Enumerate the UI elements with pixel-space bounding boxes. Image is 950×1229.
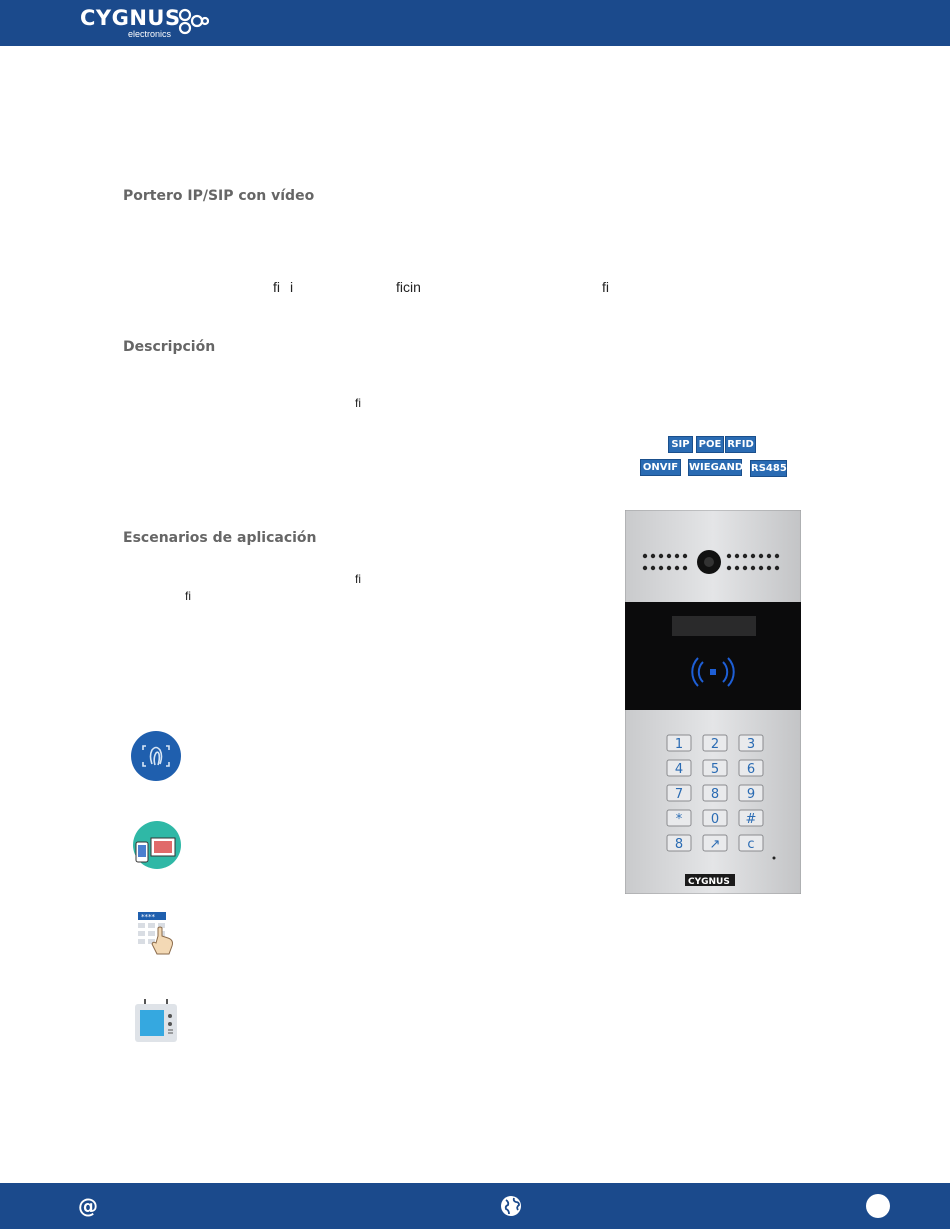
cygnus-logo xyxy=(80,6,220,42)
logo-text: CYGNUS xyxy=(80,6,181,30)
keypad-key xyxy=(667,760,691,777)
svg-text:7: 7 xyxy=(674,787,684,802)
video-call-icon xyxy=(130,820,182,870)
badge-sip: SIP xyxy=(668,436,693,453)
svg-text:8: 8 xyxy=(674,837,684,852)
logo-subtitle: electronics xyxy=(128,29,172,39)
page-footer xyxy=(0,1183,950,1229)
svg-text:c: c xyxy=(747,837,755,852)
svg-text:#: # xyxy=(745,812,757,827)
svg-text:4: 4 xyxy=(674,762,684,777)
intercom-device-image xyxy=(625,510,801,894)
keypad-key xyxy=(739,810,763,827)
cygnus-knot-icon xyxy=(177,7,209,37)
page-number-badge xyxy=(866,1194,890,1218)
text-fragment: ﬁ xyxy=(602,279,609,295)
keypad-key xyxy=(667,785,691,802)
keypad-key xyxy=(739,785,763,802)
keypad-key xyxy=(667,810,691,827)
globe-icon xyxy=(500,1195,522,1217)
fingerprint-icon xyxy=(130,730,182,782)
keypad-key xyxy=(667,835,691,852)
page-header xyxy=(0,0,950,46)
section-title-description: Descripción xyxy=(123,339,216,355)
text-fragment: ﬁ xyxy=(273,279,280,295)
keypad-touch-icon xyxy=(136,908,180,956)
keypad-key xyxy=(703,785,727,802)
device-brand: CYGNUS xyxy=(688,877,730,887)
svg-text:1: 1 xyxy=(674,737,684,752)
svg-text:↗: ↗ xyxy=(709,837,721,852)
section-title-product: Portero IP/SIP con vídeo xyxy=(123,188,315,204)
svg-text:*: * xyxy=(675,812,683,827)
text-fragment: ficin xyxy=(396,279,421,295)
svg-text:****: **** xyxy=(141,913,155,921)
keypad-key xyxy=(739,735,763,752)
badge-onvif: ONVIF xyxy=(640,459,681,476)
keypad-key xyxy=(703,735,727,752)
svg-text:9: 9 xyxy=(746,787,756,802)
svg-text:2: 2 xyxy=(710,737,720,752)
keypad-key xyxy=(667,735,691,752)
text-fragment: ﬁ xyxy=(355,572,361,586)
keypad-key xyxy=(703,835,727,852)
keypad-key xyxy=(703,810,727,827)
keypad-key xyxy=(739,760,763,777)
svg-text:3: 3 xyxy=(746,737,756,752)
badge-poe: POE xyxy=(696,436,724,453)
keypad-key xyxy=(739,835,763,852)
text-fragment: ﬁ xyxy=(355,396,361,410)
email-icon: @ xyxy=(78,1194,98,1218)
svg-text:0: 0 xyxy=(710,812,720,827)
svg-text:5: 5 xyxy=(710,762,720,777)
badge-rs485: RS485 xyxy=(750,460,787,477)
section-title-scenarios: Escenarios de aplicación xyxy=(123,530,317,546)
svg-text:6: 6 xyxy=(746,762,756,777)
text-fragment: i xyxy=(290,279,294,295)
svg-text:8: 8 xyxy=(710,787,720,802)
badge-rfid: RFID xyxy=(725,436,756,453)
text-fragment: ﬁ xyxy=(185,589,191,603)
badge-wiegand: WIEGAND xyxy=(688,459,742,476)
keypad-key xyxy=(703,760,727,777)
monitor-icon xyxy=(134,998,178,1044)
